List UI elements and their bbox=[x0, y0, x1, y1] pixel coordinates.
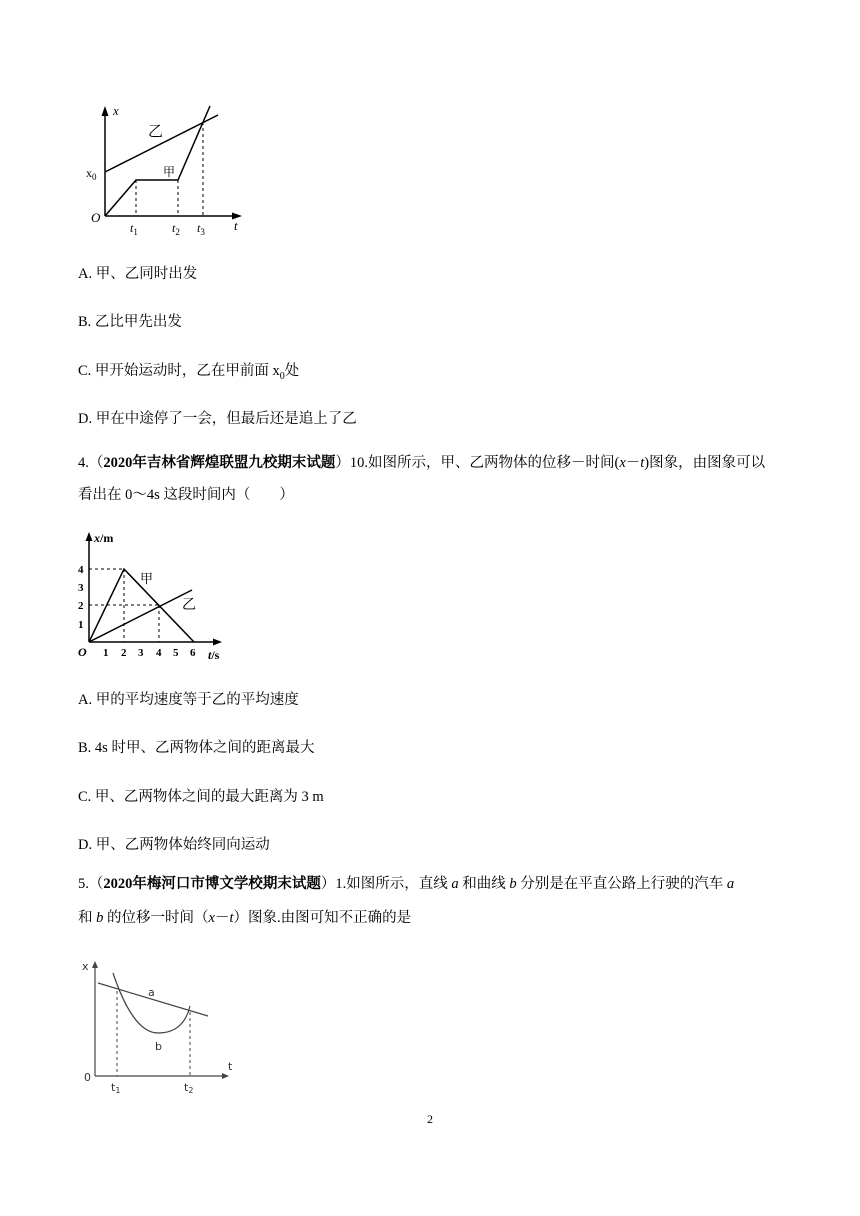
t-axis-label: t/s bbox=[208, 648, 220, 662]
y-axis-label: x bbox=[113, 103, 119, 118]
x-tick-5: 5 bbox=[173, 647, 179, 659]
figure-2-xt-graph bbox=[74, 528, 254, 668]
x-tick-2: 2 bbox=[121, 647, 127, 659]
t-axis-label: t bbox=[228, 1060, 233, 1073]
figure-3-xt-graph bbox=[78, 958, 248, 1093]
q5-stem-line1: 5.（2020年梅河口市博文学校期末试题）1.如图所示，直线 a 和曲线 b 分别是在平直公路上行驶的汽车 a bbox=[78, 876, 735, 892]
yi-line bbox=[89, 590, 192, 642]
y-tick-2: 2 bbox=[78, 600, 84, 612]
x-tick-3: 3 bbox=[138, 647, 144, 659]
t2-label: t2 bbox=[184, 1081, 194, 1093]
yi-label: 乙 bbox=[182, 597, 196, 613]
t-axis-label: t bbox=[234, 218, 238, 233]
curve-b bbox=[113, 973, 190, 1033]
t2-label: $t_2$ bbox=[172, 221, 180, 237]
y-tick-1: 1 bbox=[78, 619, 84, 631]
q4-option-b: B. 4s 时甲、乙两物体之间的距离最大 bbox=[78, 740, 315, 756]
t1-label: t1 bbox=[111, 1081, 121, 1093]
jia-label: 甲 bbox=[140, 572, 154, 587]
q3-option-c: C. 甲开始运动时，乙在甲前面 $x_0$处 bbox=[78, 363, 300, 382]
x0-label: $x_0$ bbox=[86, 166, 97, 182]
q3-option-d: D. 甲在中途停了一会，但最后还是追上了乙 bbox=[78, 411, 357, 427]
q3-option-a: A. 甲、乙同时出发 bbox=[78, 266, 198, 282]
t1-label: $t_1$ bbox=[130, 221, 138, 237]
b-label: b bbox=[155, 1040, 162, 1053]
x-tick-4: 4 bbox=[156, 647, 162, 659]
x-tick-6: 6 bbox=[190, 647, 196, 659]
y-tick-4: 4 bbox=[78, 564, 84, 576]
origin-label: O bbox=[91, 210, 101, 225]
q3-option-b: B. 乙比甲先出发 bbox=[78, 314, 182, 330]
q5-stem-line2: 和 b 的位移一时间（x－t）图象.由图可知不正确的是 bbox=[78, 910, 412, 926]
origin-label: O bbox=[78, 645, 87, 659]
page-number: 2 bbox=[427, 1112, 433, 1126]
q4-option-c: C. 甲、乙两物体之间的最大距离为 3 m bbox=[78, 789, 324, 805]
q4-option-d: D. 甲、乙两物体始终同向运动 bbox=[78, 837, 270, 853]
x-tick-1: 1 bbox=[103, 647, 109, 659]
jia-label: 甲 bbox=[163, 165, 176, 179]
yi-label: 乙 bbox=[148, 122, 164, 140]
q4-stem: 4.（2020年吉林省辉煌联盟九校期末试题）10.如图所示，甲、乙两物体的位移－时间(x－t)图象，由图象可以看出在 0～4s 这段时间内（ ） bbox=[78, 455, 766, 503]
t3-label: $t_3$ bbox=[197, 221, 205, 237]
figure-1-xt-graph bbox=[78, 98, 248, 238]
y-tick-3: 3 bbox=[78, 582, 84, 594]
origin-label: 0 bbox=[84, 1071, 91, 1084]
a-label: a bbox=[148, 986, 155, 999]
q4-option-a: A. 甲的平均速度等于乙的平均速度 bbox=[78, 692, 299, 708]
y-axis-label: x bbox=[82, 960, 89, 973]
y-axis-label: x/m bbox=[94, 531, 114, 545]
